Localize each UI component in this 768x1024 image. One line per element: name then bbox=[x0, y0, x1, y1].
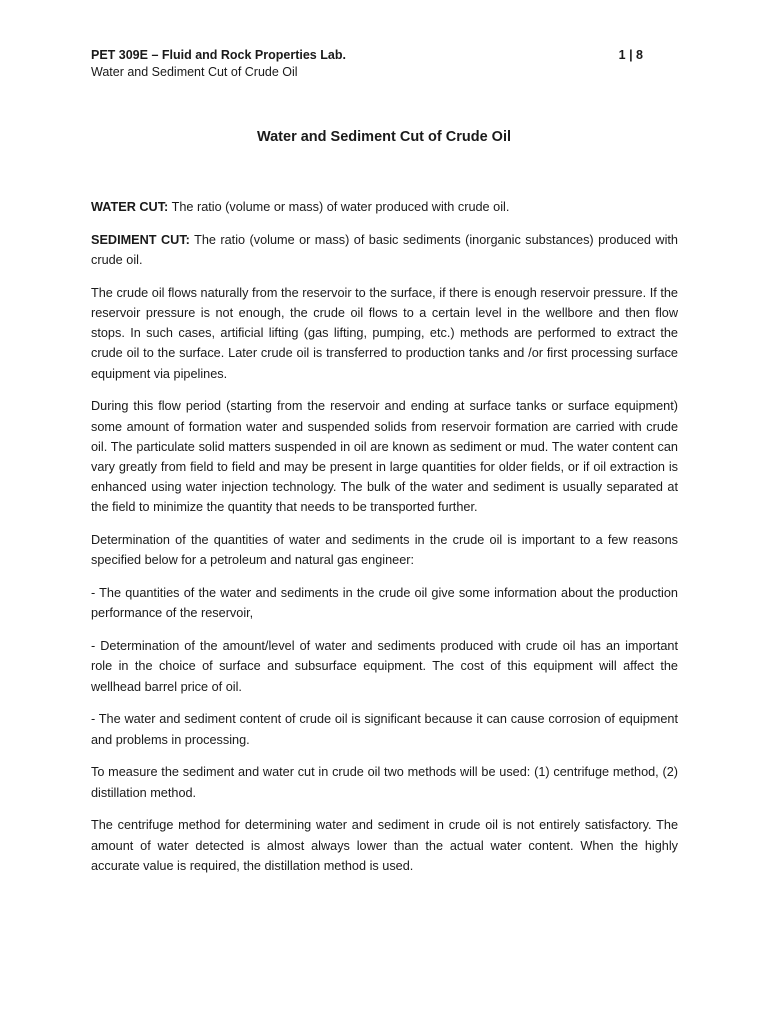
water-cut-term: WATER CUT: bbox=[91, 200, 169, 214]
water-cut-text: The ratio (volume or mass) of water produced with crude oil. bbox=[168, 200, 510, 214]
header-top-row bbox=[91, 47, 646, 64]
document-body bbox=[91, 197, 678, 889]
course-title: PET 309E – Fluid and Rock Properties Lab. bbox=[91, 48, 346, 62]
sediment-cut-definition bbox=[91, 230, 678, 270]
document-title: Water and Sediment Cut of Crude Oil bbox=[256, 129, 512, 145]
page-header bbox=[91, 47, 646, 81]
paragraph-flow-period: During this flow period (starting from the reservoir and ending at surface tanks or surface equipment) some amount of formation water and suspended solids from reservoir formation are carried with crude oil. The particulate solid matters suspended in oil are known as sediment or mud. The water content can vary greatly from field to field and may be present in large quantities for older fields, or if oil extraction is enhanced using water injection technology. The bulk of the water and sediment is usually separated at the field to minimize the quantity that needs to be transported further. bbox=[91, 399, 678, 515]
sediment-cut-text: The ratio (volume or mass) of basic sediments (inorganic substances) produced with crude oil. bbox=[91, 232, 678, 267]
bullet-equipment-choice: - Determination of the amount/level of water and sediments produced with crude oil has an important role in the choice of surface and subsurface equipment. The cost of this equipment will affect the wellhead barrel price of oil. bbox=[91, 639, 678, 694]
paragraph-flow: The crude oil flows naturally from the reservoir to the surface, if there is enough reservoir pressure. If the reservoir pressure is not enough, the crude oil flows to a certain level in the wellbore and then flow stops. In such cases, artificial lifting (gas lifting, pumping, etc.) methods are performed to extract the crude oil to the surface. Later crude oil is transferred to production tanks and /or first processing surface equipment via pipelines. bbox=[91, 285, 678, 381]
sediment-cut-term: SEDIMENT CUT: bbox=[91, 232, 190, 247]
bullet-corrosion: - The water and sediment content of crude oil is significant because it can cause corrosion of equipment and problems in processing. bbox=[91, 712, 678, 747]
bullet-production-performance: - The quantities of the water and sediments in the crude oil give some information about the production performance of the reservoir, bbox=[91, 586, 678, 621]
paragraph-importance: Determination of the quantities of water and sediments in the crude oil is important to a few reasons specified below for a petroleum and natural gas engineer: bbox=[91, 533, 678, 568]
header-subtitle: Water and Sediment Cut of Crude Oil bbox=[91, 65, 298, 79]
water-cut-definition bbox=[91, 197, 678, 217]
paragraph-methods: To measure the sediment and water cut in crude oil two methods will be used: (1) centrifuge method, (2) distillation method. bbox=[91, 765, 678, 800]
paragraph-centrifuge: The centrifuge method for determining water and sediment in crude oil is not entirely satisfactory. The amount of water detected is almost always lower than the actual water content. When the highly accurate value is required, the distillation method is used. bbox=[91, 818, 678, 873]
page-number: 1 | 8 bbox=[618, 48, 643, 62]
